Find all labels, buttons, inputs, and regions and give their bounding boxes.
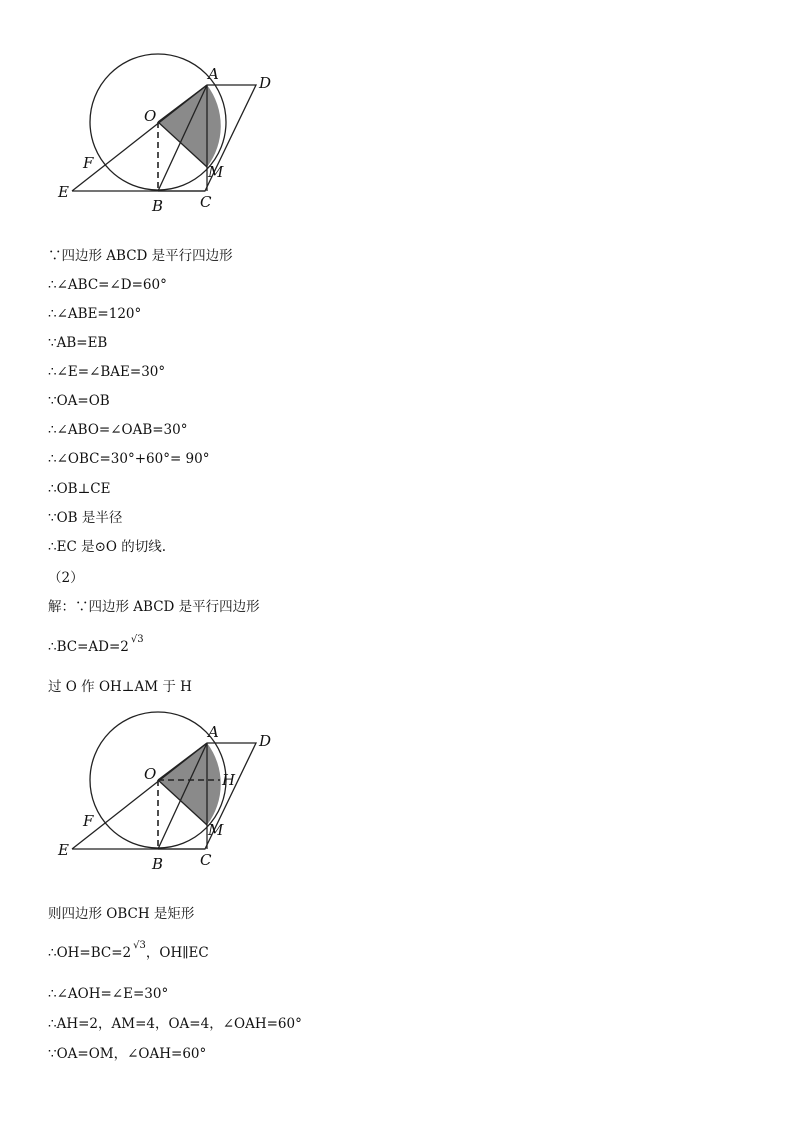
label-d: D xyxy=(259,74,272,92)
label-m: M xyxy=(208,821,224,839)
label-h: H xyxy=(222,771,236,789)
label-b: B xyxy=(152,197,164,215)
label-b: B xyxy=(152,855,164,873)
label-d: D xyxy=(259,732,272,750)
text-line-1: ∵四边形 ABCD 是平行四边形 xyxy=(48,248,233,264)
text-line-8: ∴∠OBC=30°+60°= 90° xyxy=(48,451,210,467)
sqrt3-sup: √3 xyxy=(133,940,146,951)
bc-ad-eq: ∴BC=AD=2 xyxy=(48,639,129,655)
figure-1-svg xyxy=(50,55,290,225)
text-line-14 xyxy=(48,634,144,658)
text-line-20: ∵OA=OM，∠OAH=60° xyxy=(48,1046,207,1062)
label-o: O xyxy=(144,107,157,125)
text-line-7: ∴∠ABO=∠OAB=30° xyxy=(48,422,188,438)
label-f: F xyxy=(83,154,94,172)
text-line-19: ∴AH=2，AM=4，OA=4，∠OAH=60° xyxy=(48,1016,302,1032)
geometry-figure-1 xyxy=(50,55,290,225)
text-line-18: ∴∠AOH=∠E=30° xyxy=(48,986,169,1002)
shaded-sector xyxy=(158,85,207,167)
figure-2-svg xyxy=(50,713,290,883)
label-c: C xyxy=(200,193,212,211)
text-line-6: ∵OA=OB xyxy=(48,393,110,409)
text-line-11: ∴EC 是⊙O 的切线. xyxy=(48,539,167,555)
shaded-segment xyxy=(207,85,221,167)
text-line-2: ∴∠ABC=∠D=60° xyxy=(48,277,167,293)
label-c: C xyxy=(200,851,212,869)
label-e: E xyxy=(58,841,69,859)
text-line-10: ∵OB 是半径 xyxy=(48,510,123,526)
text-line-3: ∴∠ABE=120° xyxy=(48,306,142,322)
label-a: A xyxy=(208,65,219,83)
label-f: F xyxy=(83,812,94,830)
oh-parallel-ec: ，OH∥EC xyxy=(145,945,209,961)
part-2-heading: （2） xyxy=(48,570,84,586)
sqrt3-sup: √3 xyxy=(130,634,144,645)
text-line-16: 则四边形 OBCH 是矩形 xyxy=(48,906,195,922)
text-line-9: ∴OB⊥CE xyxy=(48,481,111,497)
shaded-segment xyxy=(207,743,221,825)
label-m: M xyxy=(208,163,224,181)
label-e: E xyxy=(58,183,69,201)
text-line-17 xyxy=(48,940,209,964)
text-line-13: 解：∵四边形 ABCD 是平行四边形 xyxy=(48,599,260,615)
label-o: O xyxy=(144,765,157,783)
text-line-15: 过 O 作 OH⊥AM 于 H xyxy=(48,679,192,695)
text-line-5: ∴∠E=∠BAE=30° xyxy=(48,364,166,380)
label-a: A xyxy=(208,723,219,741)
oh-bc-eq: ∴OH=BC=2 xyxy=(48,945,132,961)
geometry-figure-2 xyxy=(50,713,290,883)
shaded-sector xyxy=(158,743,207,825)
text-line-4: ∵AB=EB xyxy=(48,335,108,351)
